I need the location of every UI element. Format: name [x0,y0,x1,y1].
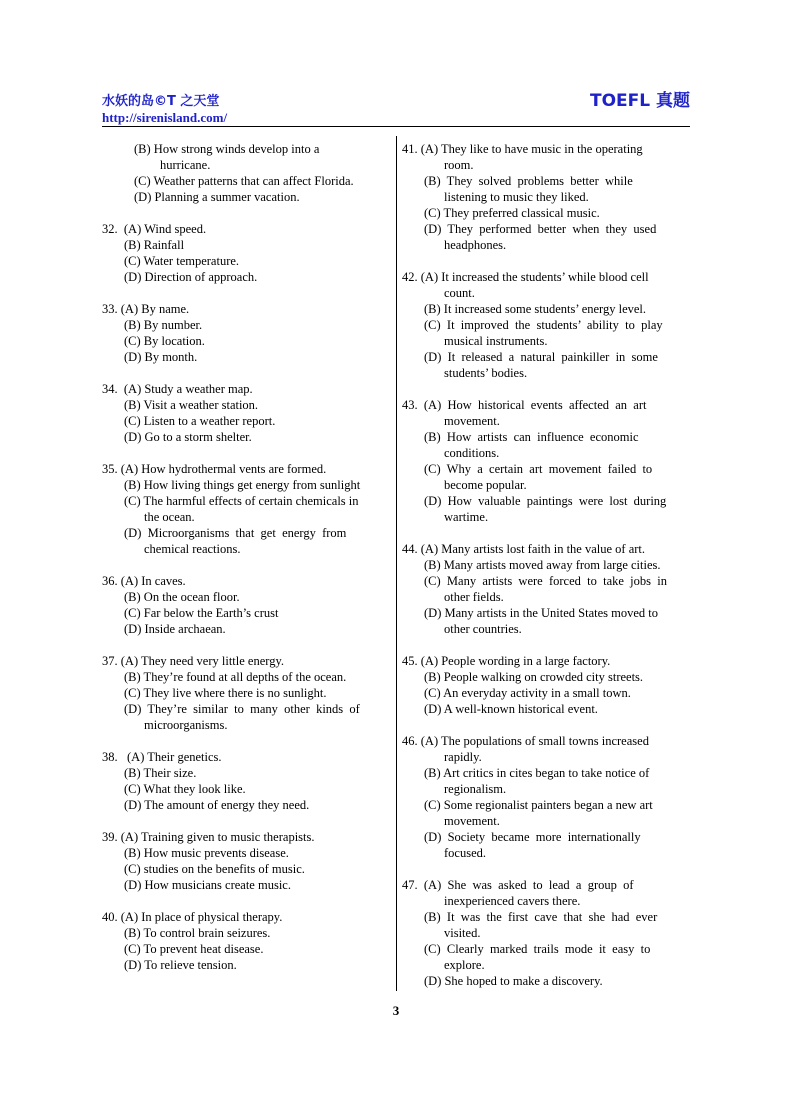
question-line: become popular. [444,478,527,492]
question-line: (C) Listen to a weather report. [124,414,276,428]
question-line: inexperienced cavers there. [444,894,581,908]
question-line: movement. [444,414,500,428]
site-url[interactable]: http://sirenisland.com/ [102,110,228,125]
question-line: (D) They’re similar to many other kinds of [124,702,360,716]
question-line: (D) How valuable paintings were lost during [424,494,667,508]
question-line: 44. (A) Many artists lost faith in the value of art. [402,542,645,556]
question-line: (D) Direction of approach. [124,270,258,284]
question-block [402,541,690,637]
question-line: (C) Why a certain art movement failed to [424,462,653,476]
question-line: the ocean. [144,510,195,524]
question-block [102,461,388,557]
doc-title: TOEFL 真题 [589,91,690,111]
question-line: wartime. [444,510,489,524]
question-line: other fields. [444,590,504,604]
question-block [402,141,690,253]
question-line: (D) Many artists in the United States moved to [424,606,658,620]
question-line: chemical reactions. [144,542,241,556]
right-column [402,141,690,1005]
question-line: 43. (A) How historical events affected an art [402,398,647,412]
question-line: (D) Inside archaean. [124,622,226,636]
question-line: (D) It released a natural painkiller in some [424,350,658,364]
question-block [402,397,690,525]
question-block [402,269,690,381]
question-line: 46. (A) The populations of small towns increased [402,734,649,748]
question-line: (D) The amount of energy they need. [124,798,310,812]
site-name: 水妖的岛©T 之天堂 [102,94,220,109]
question-block [402,733,690,861]
question-line: explore. [444,958,485,972]
question-line: 32. (A) Wind speed. [102,222,207,236]
question-line: regionalism. [444,782,507,796]
question-line: 36. (A) In caves. [102,574,186,588]
question-line: (D) Society became more internationally [424,830,641,844]
question-line: (C) To prevent heat disease. [124,942,264,956]
question-line: (B) Visit a weather station. [124,398,259,412]
question-line: visited. [444,926,481,940]
question-line: (B) How music prevents disease. [124,846,289,860]
question-line: (C) It improved the students’ ability to play [424,318,663,332]
question-block [102,909,388,973]
question-line: other countries. [444,622,522,636]
question-line: (B) It was the first cave that she had ever [424,910,658,924]
question-line: microorganisms. [144,718,228,732]
question-line: (C) Some regionalist painters began a new art [424,798,653,812]
question-line: (B) They’re found at all depths of the ocean. [124,670,347,684]
question-line: (C) Many artists were forced to take jobs in [424,574,667,588]
question-line: (B) People walking on crowded city streets. [424,670,644,684]
question-line: (B) Many artists moved away from large cities. [424,558,661,572]
question-line: 40. (A) In place of physical therapy. [102,910,283,924]
question-line: 47. (A) She was asked to lead a group of [402,878,634,892]
question-block [102,749,388,813]
question-block [102,829,388,893]
question-line: headphones. [444,238,507,252]
question-block [102,141,388,205]
question-line: (B) How living things get energy from sunlight [124,478,361,492]
question-line: (C) Clearly marked trails mode it easy to [424,942,651,956]
question-line: (C) They preferred classical music. [424,206,600,220]
question-line: (B) They solved problems better while [424,174,633,188]
column-divider [396,136,397,991]
question-line: 39. (A) Training given to music therapists. [102,830,315,844]
question-line: room. [444,158,474,172]
question-line: 37. (A) They need very little energy. [102,654,285,668]
question-line: 45. (A) People wording in a large factory. [402,654,611,668]
question-line: movement. [444,814,500,828]
question-line: (C) Weather patterns that can affect Florida. [134,174,354,188]
question-block [402,877,690,989]
question-line: 33. (A) By name. [102,302,190,316]
question-block [402,653,690,717]
question-line: 35. (A) How hydrothermal vents are formed. [102,462,327,476]
question-line: (B) It increased some students’ energy level. [424,302,647,316]
question-line: (C) An everyday activity in a small town. [424,686,631,700]
question-line: students’ bodies. [444,366,528,380]
question-line: (B) By number. [124,318,203,332]
question-block [102,653,388,733]
question-block [102,221,388,285]
question-line: 34. (A) Study a weather map. [102,382,253,396]
left-column [102,141,388,989]
question-line: 38. (A) Their genetics. [102,750,222,764]
question-line: (D) How musicians create music. [124,878,291,892]
question-line: (B) How strong winds develop into a [134,142,320,156]
question-line: (B) Their size. [124,766,197,780]
question-line: rapidly. [444,750,482,764]
question-line: (B) Art critics in cites began to take notice of [424,766,650,780]
page-number: 3 [392,1003,400,1018]
question-line: (C) studies on the benefits of music. [124,862,305,876]
question-line: (D) By month. [124,350,198,364]
question-line: (B) On the ocean floor. [124,590,240,604]
question-line: (B) To control brain seizures. [124,926,271,940]
question-line: (C) What they look like. [124,782,246,796]
question-block [102,301,388,365]
question-line: (C) Far below the Earth’s crust [124,606,279,620]
question-line: (D) Planning a summer vacation. [134,190,300,204]
question-line: (D) Go to a storm shelter. [124,430,252,444]
question-line: listening to music they liked. [444,190,589,204]
question-line: focused. [444,846,486,860]
question-line: (C) By location. [124,334,205,348]
question-line: musical instruments. [444,334,548,348]
header-rule [102,126,690,127]
question-block [102,573,388,637]
question-line: (D) To relieve tension. [124,958,237,972]
question-line: 42. (A) It increased the students’ while blood cell [402,270,649,284]
question-line: (D) Microorganisms that get energy from [124,526,347,540]
question-line: 41. (A) They like to have music in the operating [402,142,643,156]
question-line: (D) She hoped to make a discovery. [424,974,603,988]
question-line: (C) The harmful effects of certain chemicals in [124,494,359,508]
question-line: hurricane. [160,158,211,172]
question-line: (C) They live where there is no sunlight. [124,686,327,700]
question-line: (D) They performed better when they used [424,222,657,236]
question-line: (C) Water temperature. [124,254,240,268]
question-line: (B) How artists can influence economic [424,430,639,444]
question-line: (D) A well-known historical event. [424,702,598,716]
question-line: (B) Rainfall [124,238,185,252]
question-line: conditions. [444,446,500,460]
question-block [102,381,388,445]
question-line: count. [444,286,475,300]
